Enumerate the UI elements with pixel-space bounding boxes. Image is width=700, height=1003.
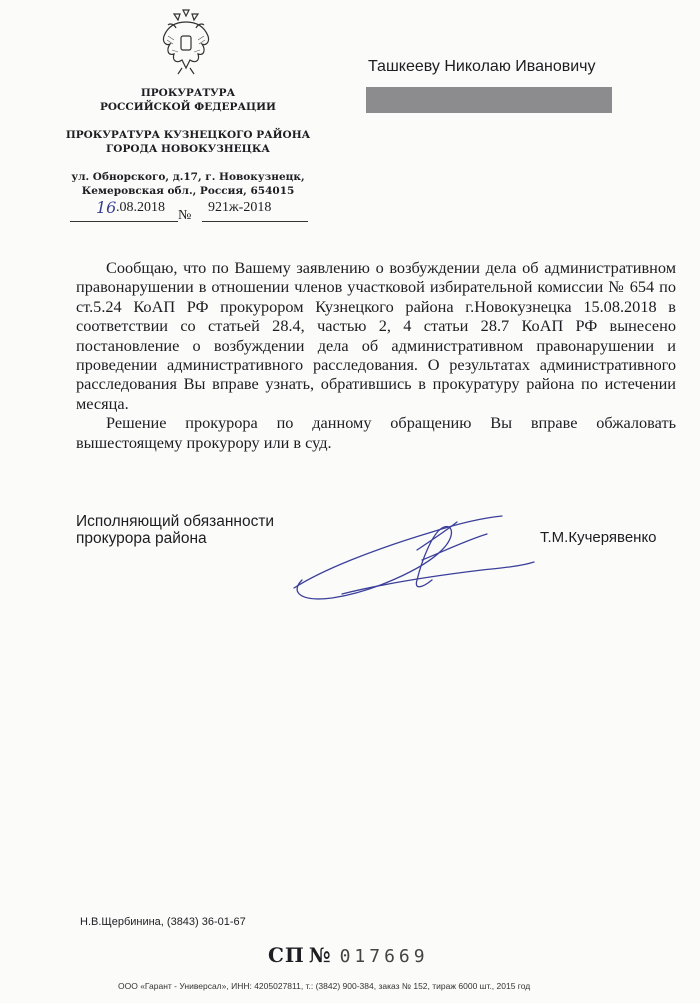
body-paragraph-1: Сообщаю, что по Вашему заявлению о возбуждении дела об административном правонарушении в отношении членов участковой избирательной комиссии № 654 по ст.5.24 КоАП РФ прокурором Кузнецкого района г.Новокузнецка 15.08.2018 в соответствии со статьей 28.4, частью 2, 4 статьи 28.7 КоАП РФ вынесено постановление о возбуждении дела об административном правонарушении и проведении административного расследования. О результатах административного расследования Вы вправе узнать, обратившись в прокуратуру района по истечении месяца. <box>76 258 676 413</box>
letter-body <box>76 258 676 452</box>
body-paragraph-2: Решение прокурора по данному обращению Вы вправе обжаловать вышестоящему прокурору или в суд. <box>76 413 676 452</box>
handwritten-signature <box>282 510 542 610</box>
org-name-line1: ПРОКУРАТУРА <box>140 87 236 99</box>
double-headed-eagle-icon <box>158 6 214 76</box>
signatory-title <box>76 513 274 547</box>
redacted-address <box>366 87 612 113</box>
date-number-line <box>66 196 316 224</box>
date-month-year: .08.2018 <box>116 200 165 215</box>
recipient-name: Ташкееву Николаю Ивановичу <box>368 58 596 75</box>
signatory-title-line1: Исполняющий обязанности <box>76 513 275 530</box>
org-name-line2: РОССИЙСКОЙ ФЕДЕРАЦИИ <box>100 101 276 113</box>
address-line1: ул. Обнорского, д.17, г. Новокузнецк, <box>71 171 305 183</box>
date-underline <box>70 221 178 222</box>
serial-sign: № <box>308 943 332 967</box>
signatory-title-line2: прокурора района <box>76 530 207 547</box>
number-underline <box>202 221 308 222</box>
printer-imprint: ООО «Гарант - Универсал», ИНН: 4205027811, т.: (3842) 900-384, заказ № 152, тираж 6000 шт., 2015 год <box>118 981 531 991</box>
address-line2: Кемеровская обл., Россия, 654015 <box>81 185 295 197</box>
blank-serial-number <box>268 943 429 967</box>
serial-prefix: СП <box>268 943 305 967</box>
date-day-handwritten: 16 <box>96 198 117 217</box>
serial-digits: 017669 <box>339 946 429 967</box>
executor-contact: Н.В.Щербинина, (3843) 36-01-67 <box>80 916 246 928</box>
outgoing-number: 921ж-2018 <box>208 200 272 215</box>
signatory-name: Т.М.Кучерявенко <box>540 529 657 546</box>
number-sign: № <box>178 208 192 223</box>
dept-name-line1: ПРОКУРАТУРА КУЗНЕЦКОГО РАЙОНА <box>65 129 311 141</box>
dept-name-line2: ГОРОДА НОВОКУЗНЕЦКА <box>106 143 270 155</box>
